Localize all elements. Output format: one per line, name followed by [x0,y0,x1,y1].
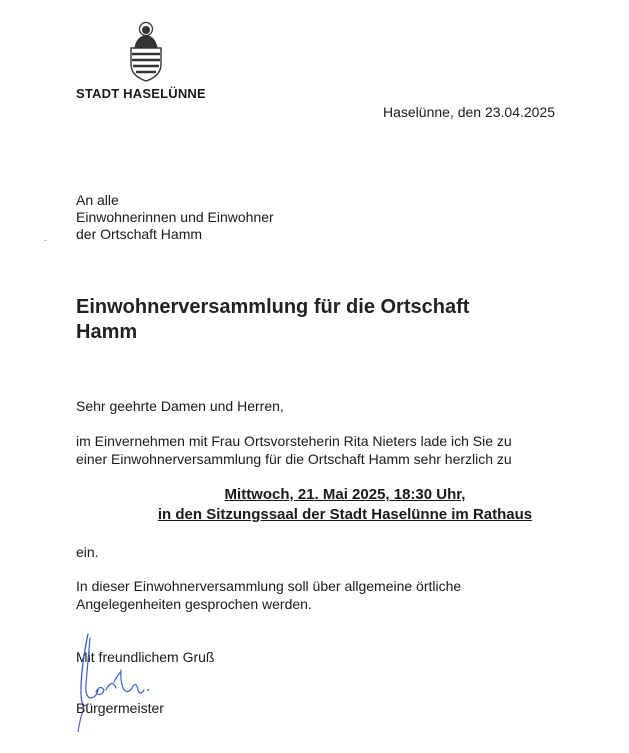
salutation: Sehr geehrte Damen und Herren, [76,398,284,414]
date-line: Haselünne, den 23.04.2025 [383,104,556,120]
body-paragraph [76,432,512,468]
event-date-time: Mittwoch, 21. Mai 2025, 18:30 Uhr, [224,486,466,503]
closing-line: In dieser Einwohnerversammlung soll über allgemeine örtliche [76,578,462,594]
ein-line: ein. [76,544,99,560]
closing-line: Angelegenheiten gesprochen werden. [76,596,312,612]
recipient-line: An alle [76,192,119,208]
subject-line: Hamm [76,321,138,343]
subject-heading [76,295,469,345]
recipient-line: der Ortschaft Hamm [76,226,203,242]
city-name: STADT HASELÜNNE [76,86,206,101]
signature-icon [66,632,176,732]
signatory-role: Bürgermeister [76,700,164,716]
recipient-block [76,192,274,243]
recipient-line: Einwohnerinnen und Einwohner [76,209,274,225]
subject-line: Einwohnerversammlung für die Ortschaft [76,296,470,318]
body-line: im Einvernehmen mit Frau Ortsvorsteherin Rita Nieters lade ich Sie zu [76,433,512,449]
greeting: Mit freundlichem Gruß [76,649,215,665]
closing-paragraph [76,577,461,613]
event-details [76,485,614,525]
event-location: in den Sitzungssaal der Stadt Haselünne im Rathaus [157,506,533,523]
body-line: einer Einwohnerversammlung für die Ortschaft Hamm sehr herzlich zu [76,451,512,467]
fold-mark [44,240,47,241]
coat-of-arms-icon [128,20,164,82]
